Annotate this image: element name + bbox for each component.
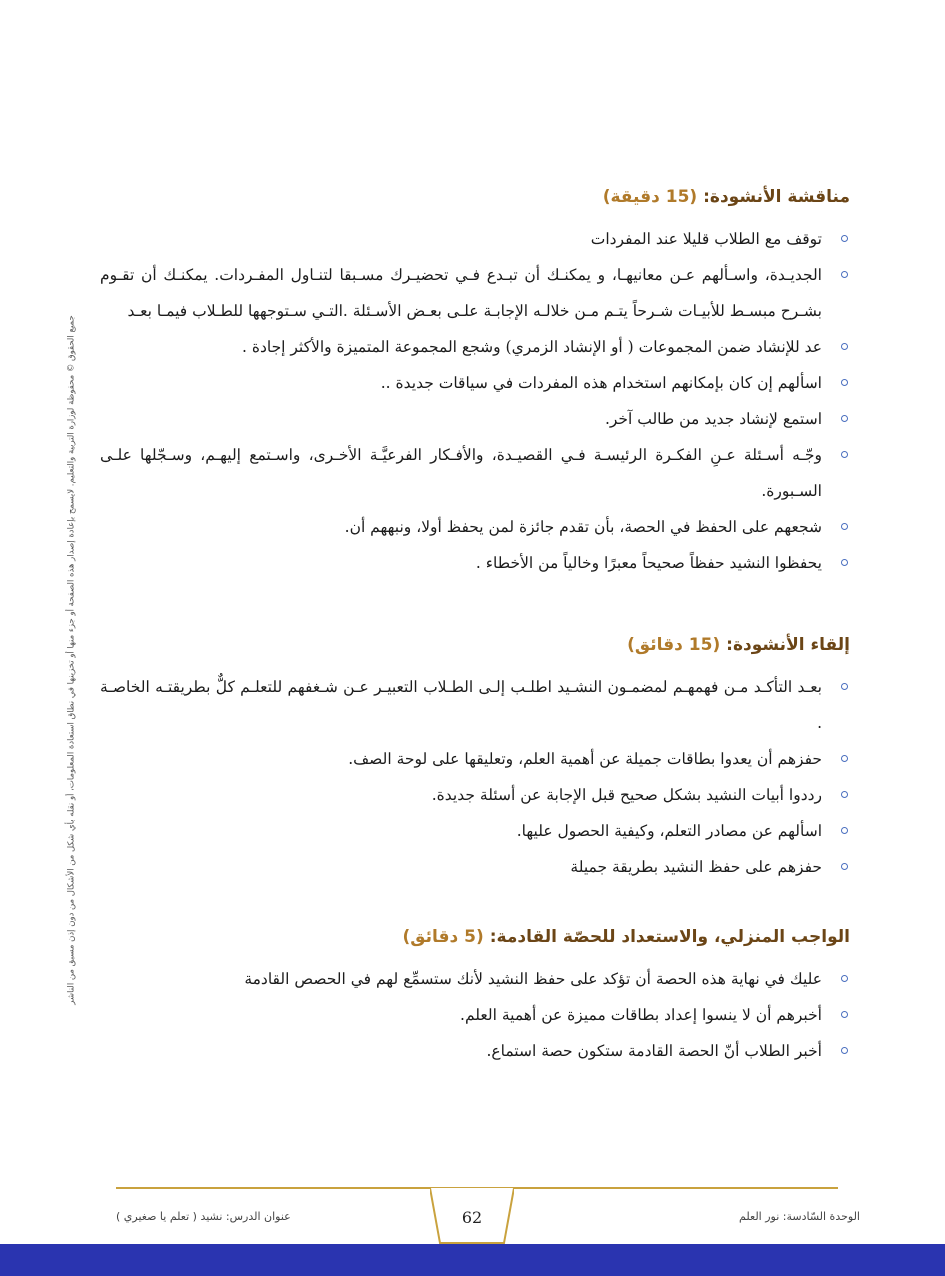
list-item: توقف مع الطلاب قليلا عند المفردات xyxy=(100,221,850,257)
list-item: استمع لإنشاد جديد من طالب آخر. xyxy=(100,401,850,437)
bullet-icon xyxy=(841,791,848,798)
bullet-icon xyxy=(841,755,848,762)
bullet-icon xyxy=(841,379,848,386)
bullet-icon xyxy=(841,559,848,566)
list-item: حفزهم أن يعدوا بطاقات جميلة عن أهمية العلم، وتعليقها على لوحة الصف. xyxy=(100,741,850,777)
section-title: مناقشة الأنشودة: xyxy=(703,187,850,207)
bullet-icon xyxy=(841,451,848,458)
section-duration: (15 دقائق) xyxy=(627,635,721,655)
list-item: حفزهم على حفظ النشيد بطريقة جميلة xyxy=(100,849,850,885)
bullet-list xyxy=(100,221,850,581)
bullet-icon xyxy=(841,683,848,690)
list-item: وجّـه أسـئلة عـنِ الفكـرة الرئيسـة فـي القصيـدة، والأفـكار الفرعيَّـة الأخـرى، واسـتمع إليهـم، وسـجّلها علـى السـبورة. xyxy=(100,437,850,509)
bullet-icon xyxy=(841,827,848,834)
section-duration: (15 دقيقة) xyxy=(602,187,698,207)
bullet-icon xyxy=(841,863,848,870)
bullet-icon xyxy=(841,271,848,278)
list-item: اسألهم عن مصادر التعلم، وكيفية الحصول عليها. xyxy=(100,813,850,849)
section-heading xyxy=(100,631,850,659)
section-homework xyxy=(100,923,850,1069)
section-recitation xyxy=(100,631,850,885)
list-item: عد للإنشاد ضمن المجموعات ( أو الإنشاد الزمري) وشجع المجموعة المتميزة والأكثر إجادة . xyxy=(100,329,850,365)
bullet-icon xyxy=(841,415,848,422)
list-item: الجديـدة، واسـألهم عـن معانيهـا، و يمكنـك أن تبـدع فـي تحضيـرك مسـبقا لتنـاول المفـردات. يمكنـك أن تقـوم بشـرح مبسـط للأبيـات شـرحاً يتـم مـن خلالـه الإجابـة علـى بعـض الأسـئلة .التـي سـتوجهها للطـلاب فيمـا بعـد xyxy=(100,257,850,329)
section-title: الواجب المنزلي، والاستعداد للحصّة القادمة: xyxy=(489,927,850,947)
list-item: يحفظوا النشيد حفظاً صحيحاً معبرًا وخالياً من الأخطاء . xyxy=(100,545,850,581)
list-item: بعـد التأكـد مـن فهمهـم لمضمـون النشـيد اطلـب إلـى الطـلاب التعبيـر عـن شـغفهم للتعلـم كلٌّ بطريقتـه الخاصـة . xyxy=(100,669,850,741)
footer-lesson-title: عنوان الدرس: نشيد ( تعلم يا صغيري ) xyxy=(116,1210,291,1223)
bullet-icon xyxy=(841,343,848,350)
bullet-icon xyxy=(841,235,848,242)
copyright-side-note xyxy=(62,300,82,1020)
list-item: أخبرهم أن لا ينسوا إعداد بطاقات مميزة عن أهمية العلم. xyxy=(100,997,850,1033)
list-item: رددوا أبيات النشيد بشكل صحيح قبل الإجابة عن أسئلة جديدة. xyxy=(100,777,850,813)
page-number: 62 xyxy=(461,1208,483,1227)
section-heading xyxy=(100,923,850,951)
list-item: عليك في نهاية هذه الحصة أن تؤكد على حفظ النشيد لأنك ستسمِّع لهم في الحصص القادمة xyxy=(100,961,850,997)
bullet-icon xyxy=(841,523,848,530)
bullet-icon xyxy=(841,1047,848,1054)
section-heading xyxy=(100,183,850,211)
copyright-text: جميع الحقوق © محفوظة لوزارة التربية والتعليم. لايسمح بإعادة إصدار هذه الصفحة أو جزء منها أو تخزينها في نطاق استعادة المعلومات، أو نقله بأي شكل من الأشكال من دون إذن مسبق من الناشر xyxy=(67,315,78,1005)
footer-unit-title: الوحدة السّادسة: نور العلم xyxy=(739,1210,860,1223)
section-duration: (5 دقائق) xyxy=(402,927,484,947)
bullet-list xyxy=(100,669,850,885)
bullet-icon xyxy=(841,1011,848,1018)
section-discussion xyxy=(100,183,850,581)
bullet-icon xyxy=(841,975,848,982)
section-title: إلقاء الأنشودة: xyxy=(726,635,850,655)
list-item: شجعهم على الحفظ في الحصة، بأن تقدم جائزة لمن يحفظ أولا، ونبههم أن. xyxy=(100,509,850,545)
list-item: أخبر الطلاب أنّ الحصة القادمة ستكون حصة استماع. xyxy=(100,1033,850,1069)
lesson-content xyxy=(100,183,850,1069)
bullet-list xyxy=(100,961,850,1069)
list-item: اسألهم إن كان بإمكانهم استخدام هذه المفردات في سياقات جديدة .. xyxy=(100,365,850,401)
bottom-color-band xyxy=(0,1244,945,1276)
